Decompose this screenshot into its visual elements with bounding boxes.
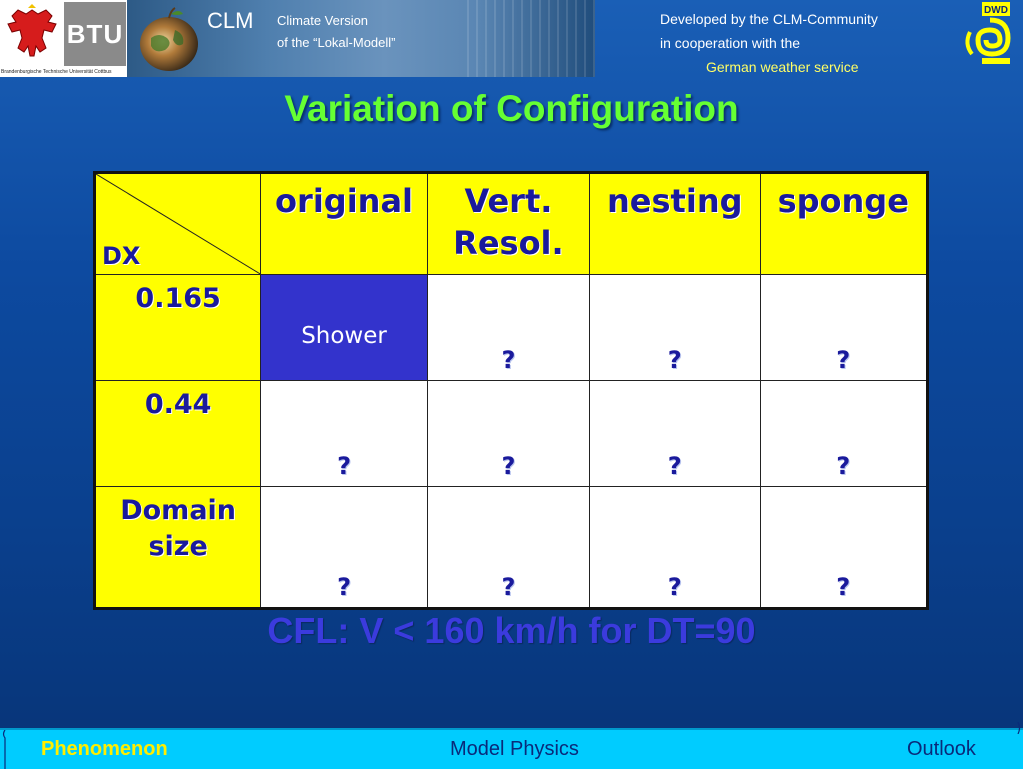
cell-text: ? — [337, 573, 351, 601]
configuration-table — [93, 171, 929, 610]
cell-text: ? — [501, 452, 516, 480]
cell-text: ? — [501, 573, 516, 601]
row-header-line2: size — [148, 531, 208, 562]
clm-subtitle-line1: Climate Version — [277, 13, 369, 28]
cell-text: ? — [501, 346, 516, 374]
table-cell-shower — [261, 275, 428, 381]
table-cell — [427, 487, 589, 609]
cfl-statement: CFL: V < 160 km/h for DT=90 — [267, 610, 756, 651]
corner-label: DX — [102, 242, 141, 270]
corner-cell — [95, 173, 261, 275]
cell-text: ? — [337, 452, 351, 480]
btu-logo — [0, 0, 128, 77]
col-header-original: original — [261, 173, 428, 275]
developer-credit — [660, 7, 878, 79]
cell-text: ? — [667, 452, 682, 480]
cell-text: ? — [667, 346, 682, 374]
clm-subtitle-line2: of the “Lokal-Modell” — [277, 35, 396, 50]
table-row — [95, 381, 928, 487]
cell-text: Shower — [301, 323, 387, 349]
credit-line2: in cooperation with the — [660, 35, 801, 51]
cell-text: ? — [836, 346, 851, 374]
table-cell — [760, 275, 928, 381]
table-cell — [427, 275, 589, 381]
scroll-curl-icon — [2, 730, 8, 769]
col-header-vert-line1: Vert. — [464, 182, 553, 220]
table-cell — [760, 381, 928, 487]
table-cell — [760, 487, 928, 609]
col-header-nesting: nesting — [590, 173, 760, 275]
row-header: 0.44 — [95, 381, 261, 487]
clm-banner — [127, 0, 595, 77]
cell-text: ? — [836, 452, 851, 480]
banner-decoration — [467, 0, 595, 77]
nav-model-physics[interactable]: Model Physics — [450, 738, 579, 760]
col-header-sponge: sponge — [760, 173, 928, 275]
clm-subtitle — [277, 10, 396, 54]
row-header-line1: Domain — [120, 495, 237, 526]
dwd-logo-label: DWD — [984, 5, 1008, 16]
table-header-row — [95, 173, 928, 275]
table-cell — [590, 487, 760, 609]
table-row — [95, 275, 928, 381]
table-cell — [261, 381, 428, 487]
nav-outlook[interactable]: Outlook — [907, 738, 976, 760]
table-cell — [590, 381, 760, 487]
btu-wordmark: BTU — [64, 2, 126, 66]
table-row — [95, 487, 928, 609]
scroll-curl-icon — [1015, 722, 1021, 734]
col-header-vert-line2: Resol. — [453, 224, 564, 262]
col-header-vert-resol — [427, 173, 589, 275]
nav-phenomenon[interactable]: Phenomenon — [41, 738, 168, 760]
clm-wordmark: CLM — [207, 8, 254, 33]
credit-line1: Developed by the CLM-Community — [660, 11, 878, 27]
row-header: 0.165 — [95, 275, 261, 381]
table-cell — [261, 487, 428, 609]
credit-line3: German weather service — [706, 59, 859, 75]
btu-caption: Brandenburgische Technische Universität Cottbus — [1, 69, 112, 75]
table-cell — [590, 275, 760, 381]
bottom-nav-bar — [0, 728, 1023, 769]
cell-text: ? — [836, 573, 851, 601]
page-title: Variation of Configuration — [284, 88, 739, 129]
table-cell — [427, 381, 589, 487]
dwd-logo-icon — [960, 2, 1020, 66]
row-header — [95, 487, 261, 609]
brandenburg-eagle-icon — [4, 4, 60, 66]
header-banner — [0, 0, 595, 77]
cell-text: ? — [667, 573, 682, 601]
apple-globe-icon — [137, 4, 201, 74]
